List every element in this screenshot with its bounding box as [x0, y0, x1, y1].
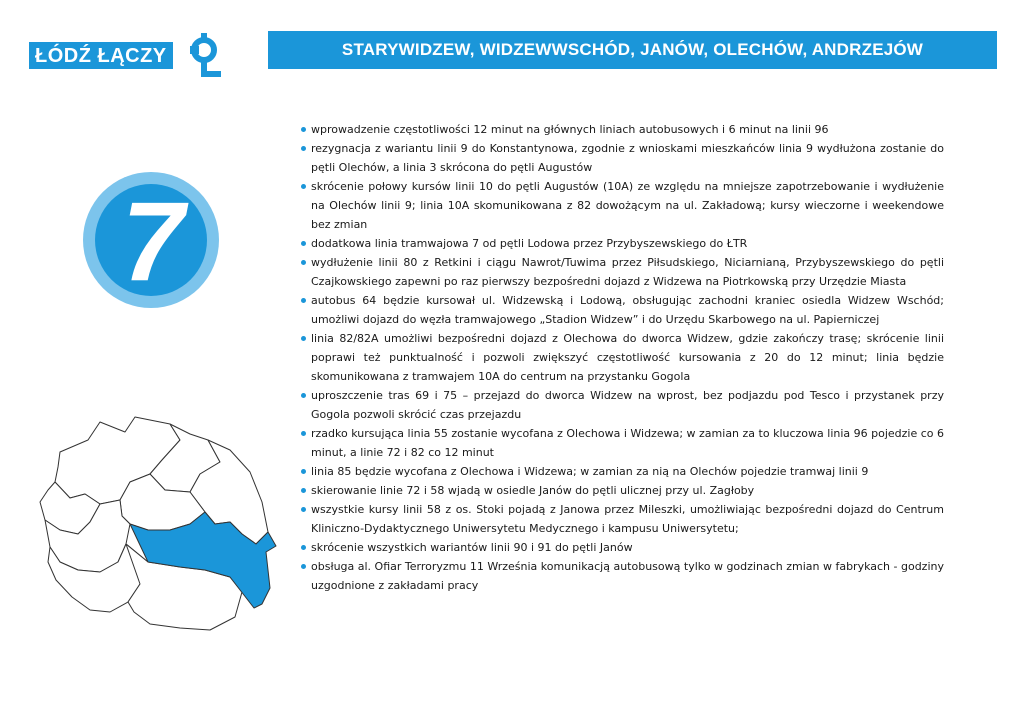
list-item	[301, 481, 944, 500]
list-item-text: skierowanie linie 72 i 58 wjadą w osiedle Janów do pętli ulicznej przy ul. Zagłoby	[311, 484, 755, 497]
list-item-text: wprowadzenie częstotliwości 12 minut na głównych liniach autobusowych i 6 minut na linii 96	[311, 123, 829, 136]
bullet-dot-icon	[301, 127, 306, 132]
list-item-text: skrócenie wszystkich wariantów linii 90 i 91 do pętli Janów	[311, 541, 633, 554]
district-title-banner	[268, 31, 997, 69]
bullet-dot-icon	[301, 241, 306, 246]
bullet-dot-icon	[301, 260, 306, 265]
list-item-text: rezygnacja z wariantu linii 9 do Konstantynowa, zgodnie z wnioskami mieszkańców linia 9 wydłużona zostanie do pętli Olechów, a linia 3 skrócona do pętli Augustów	[311, 142, 944, 174]
list-item-text: linia 82/82A umożliwi bezpośredni dojazd z Olechowa do dworca Widzew, gdzie zakończy trasę; skrócenie linii poprawi też punktualność i pozwoli zwiększyć częstotliwość kursowania z 20 do 12 minut; linia będzie skomunikowana z tramwajem 10A do centrum na przystanku Gogola	[311, 332, 944, 383]
bullet-dot-icon	[301, 298, 306, 303]
list-item-text: uproszczenie tras 69 i 75 – przejazd do dworca Widzew na wprost, bez podjazdu pod Tesco i przystanek przy Gogola pozwoli skrócić czas przejazdu	[311, 389, 944, 421]
district-title: STARYWIDZEW, WIDZEWWSCHÓD, JANÓW, OLECHÓW, ANDRZEJÓW	[341, 40, 924, 59]
bullet-dot-icon	[301, 184, 306, 189]
list-item-text: wszystkie kursy linii 58 z os. Stoki pojadą z Janowa przez Mileszki, umożliwiając bezpośredni dojazd do Centrum Kliniczno-Dydaktycznego Uniwersytetu Medycznego i kampusu Uniwersytetu;	[311, 503, 944, 535]
list-item	[301, 557, 944, 595]
bullet-dot-icon	[301, 545, 306, 550]
list-item	[301, 500, 944, 538]
list-item-text: linia 85 będzie wycofana z Olechowa i Widzewa; w zamian za nią na Olechów pojedzie tramwaj linii 9	[311, 465, 869, 478]
list-item	[301, 424, 944, 462]
list-item	[301, 234, 944, 253]
bullet-dot-icon	[301, 469, 306, 474]
logo-text: ŁÓDŹ ŁĄCZY	[29, 42, 173, 69]
list-item	[301, 253, 944, 291]
list-item-text: wydłużenie linii 80 z Retkini i ciągu Nawrot/Tuwima przez Piłsudskiego, Niciarnianą, Przybyszewskiego do pętli Czajkowskiego zapewni po raz pierwszy bezpośredni dojazd z Widzewa na Piotrkowską przy Urzędzie Miasta	[311, 256, 944, 288]
list-item	[301, 177, 944, 234]
list-item	[301, 462, 944, 481]
list-item	[301, 538, 944, 557]
list-item-text: autobus 64 będzie kursował ul. Widzewską i Lodową, obsługując zachodni kraniec osiedla Widzew Wschód; umożliwi dojazd do węzła tramwajowego „Stadion Widzew” i do Urzędu Skarbowego na ul. Papierniczej	[311, 294, 944, 326]
district-map-icon	[30, 412, 280, 637]
lodz-l-logo-icon	[187, 33, 221, 77]
section-number-badge	[83, 172, 219, 308]
list-item	[301, 329, 944, 386]
list-item-text: rzadko kursująca linia 55 zostanie wycofana z Olechowa i Widzewa; w zamian za to kluczowa linia 96 pojedzie co 6 minut, a linie 72 i 82 co 12 minut	[311, 427, 945, 459]
changes-list	[301, 120, 944, 595]
section-number: 7	[121, 179, 185, 304]
bullet-dot-icon	[301, 146, 306, 151]
list-item	[301, 139, 944, 177]
list-item-text: dodatkowa linia tramwajowa 7 od pętli Lodowa przez Przybyszewskiego do ŁTR	[311, 237, 748, 250]
list-item-text: skrócenie połowy kursów linii 10 do pętli Augustów (10A) ze względu na mniejsze zapotrzebowanie i wydłużenie na Olechów linii 9; linia 10A skomunikowana z 82 dowożącym na ul. Zakładową; kursy wieczorne i weekendowe bez zmian	[311, 180, 944, 231]
list-item	[301, 386, 944, 424]
city-logo	[29, 33, 221, 77]
bullet-dot-icon	[301, 393, 306, 398]
bullet-dot-icon	[301, 488, 306, 493]
bullet-dot-icon	[301, 507, 306, 512]
bullet-dot-icon	[301, 564, 306, 569]
list-item-text: obsługa al. Ofiar Terroryzmu 11 Września komunikacją autobusową tylko w godzinach zmian w fabrykach - godziny uzgodnione z zakładami pracy	[311, 560, 944, 592]
bullet-dot-icon	[301, 336, 306, 341]
list-item	[301, 291, 944, 329]
bullet-dot-icon	[301, 431, 306, 436]
list-item	[301, 120, 944, 139]
